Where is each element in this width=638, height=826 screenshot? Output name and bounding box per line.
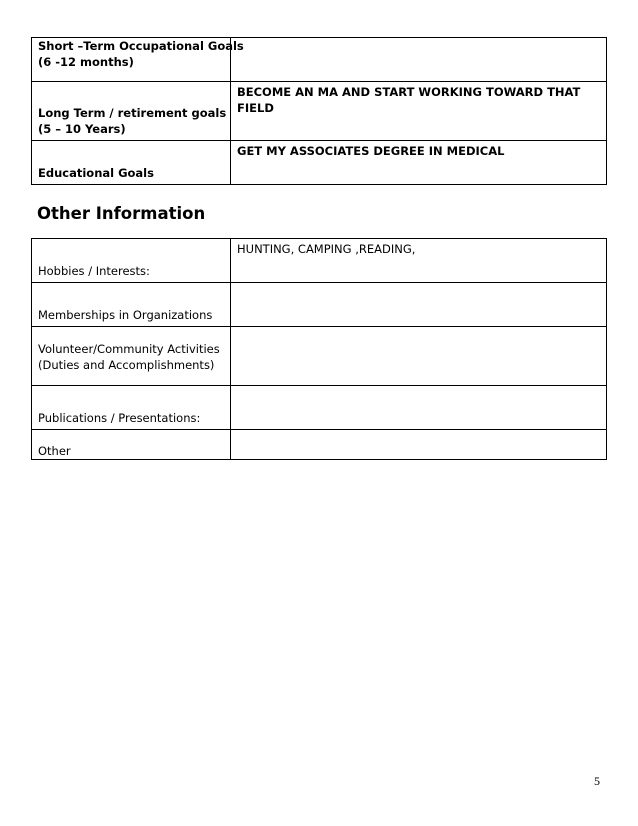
goals-row-short-term	[32, 38, 607, 82]
label-line: Memberships in Organizations	[38, 308, 213, 322]
memberships-label	[32, 283, 231, 327]
publications-label	[32, 386, 231, 430]
label-line: Long Term / retirement goals	[38, 106, 227, 120]
other-row-volunteer	[32, 327, 607, 386]
other-row-other	[32, 430, 607, 460]
label-line: Other	[38, 444, 71, 458]
label-line: Short –Term Occupational Goals	[38, 39, 244, 53]
other-information-heading: Other Information	[37, 204, 206, 223]
goals-row-long-term	[32, 82, 607, 141]
page-number: 5	[594, 774, 600, 788]
goals-row-educational	[32, 141, 607, 185]
hobbies-label	[32, 239, 231, 283]
long-term-goals-value[interactable]: BECOME AN MA AND START WORKING TOWARD THAT FIELD	[231, 82, 607, 141]
educational-goals-value[interactable]: GET MY ASSOCIATES DEGREE IN MEDICAL	[231, 141, 607, 185]
other-information-table	[31, 238, 607, 460]
volunteer-value[interactable]	[231, 327, 607, 386]
volunteer-label	[32, 327, 231, 386]
other-label	[32, 430, 231, 460]
educational-goals-label	[32, 141, 231, 185]
other-row-publications	[32, 386, 607, 430]
label-line: (6 -12 months)	[38, 55, 134, 69]
goals-table	[31, 37, 607, 185]
other-value[interactable]	[231, 430, 607, 460]
label-line: (5 – 10 Years)	[38, 122, 126, 136]
label-line: (Duties and Accomplishments)	[38, 358, 215, 372]
other-row-memberships	[32, 283, 607, 327]
publications-value[interactable]	[231, 386, 607, 430]
label-line: Hobbies / Interests:	[38, 264, 150, 278]
hobbies-value[interactable]: HUNTING, CAMPING ,READING,	[231, 239, 607, 283]
long-term-goals-label	[32, 82, 231, 141]
other-row-hobbies	[32, 239, 607, 283]
label-line: Educational Goals	[38, 166, 154, 180]
label-line: Publications / Presentations:	[38, 411, 201, 425]
short-term-goals-value[interactable]	[231, 38, 607, 82]
short-term-goals-label	[32, 38, 244, 82]
memberships-value[interactable]	[231, 283, 607, 327]
label-line: Volunteer/Community Activities	[38, 342, 220, 356]
